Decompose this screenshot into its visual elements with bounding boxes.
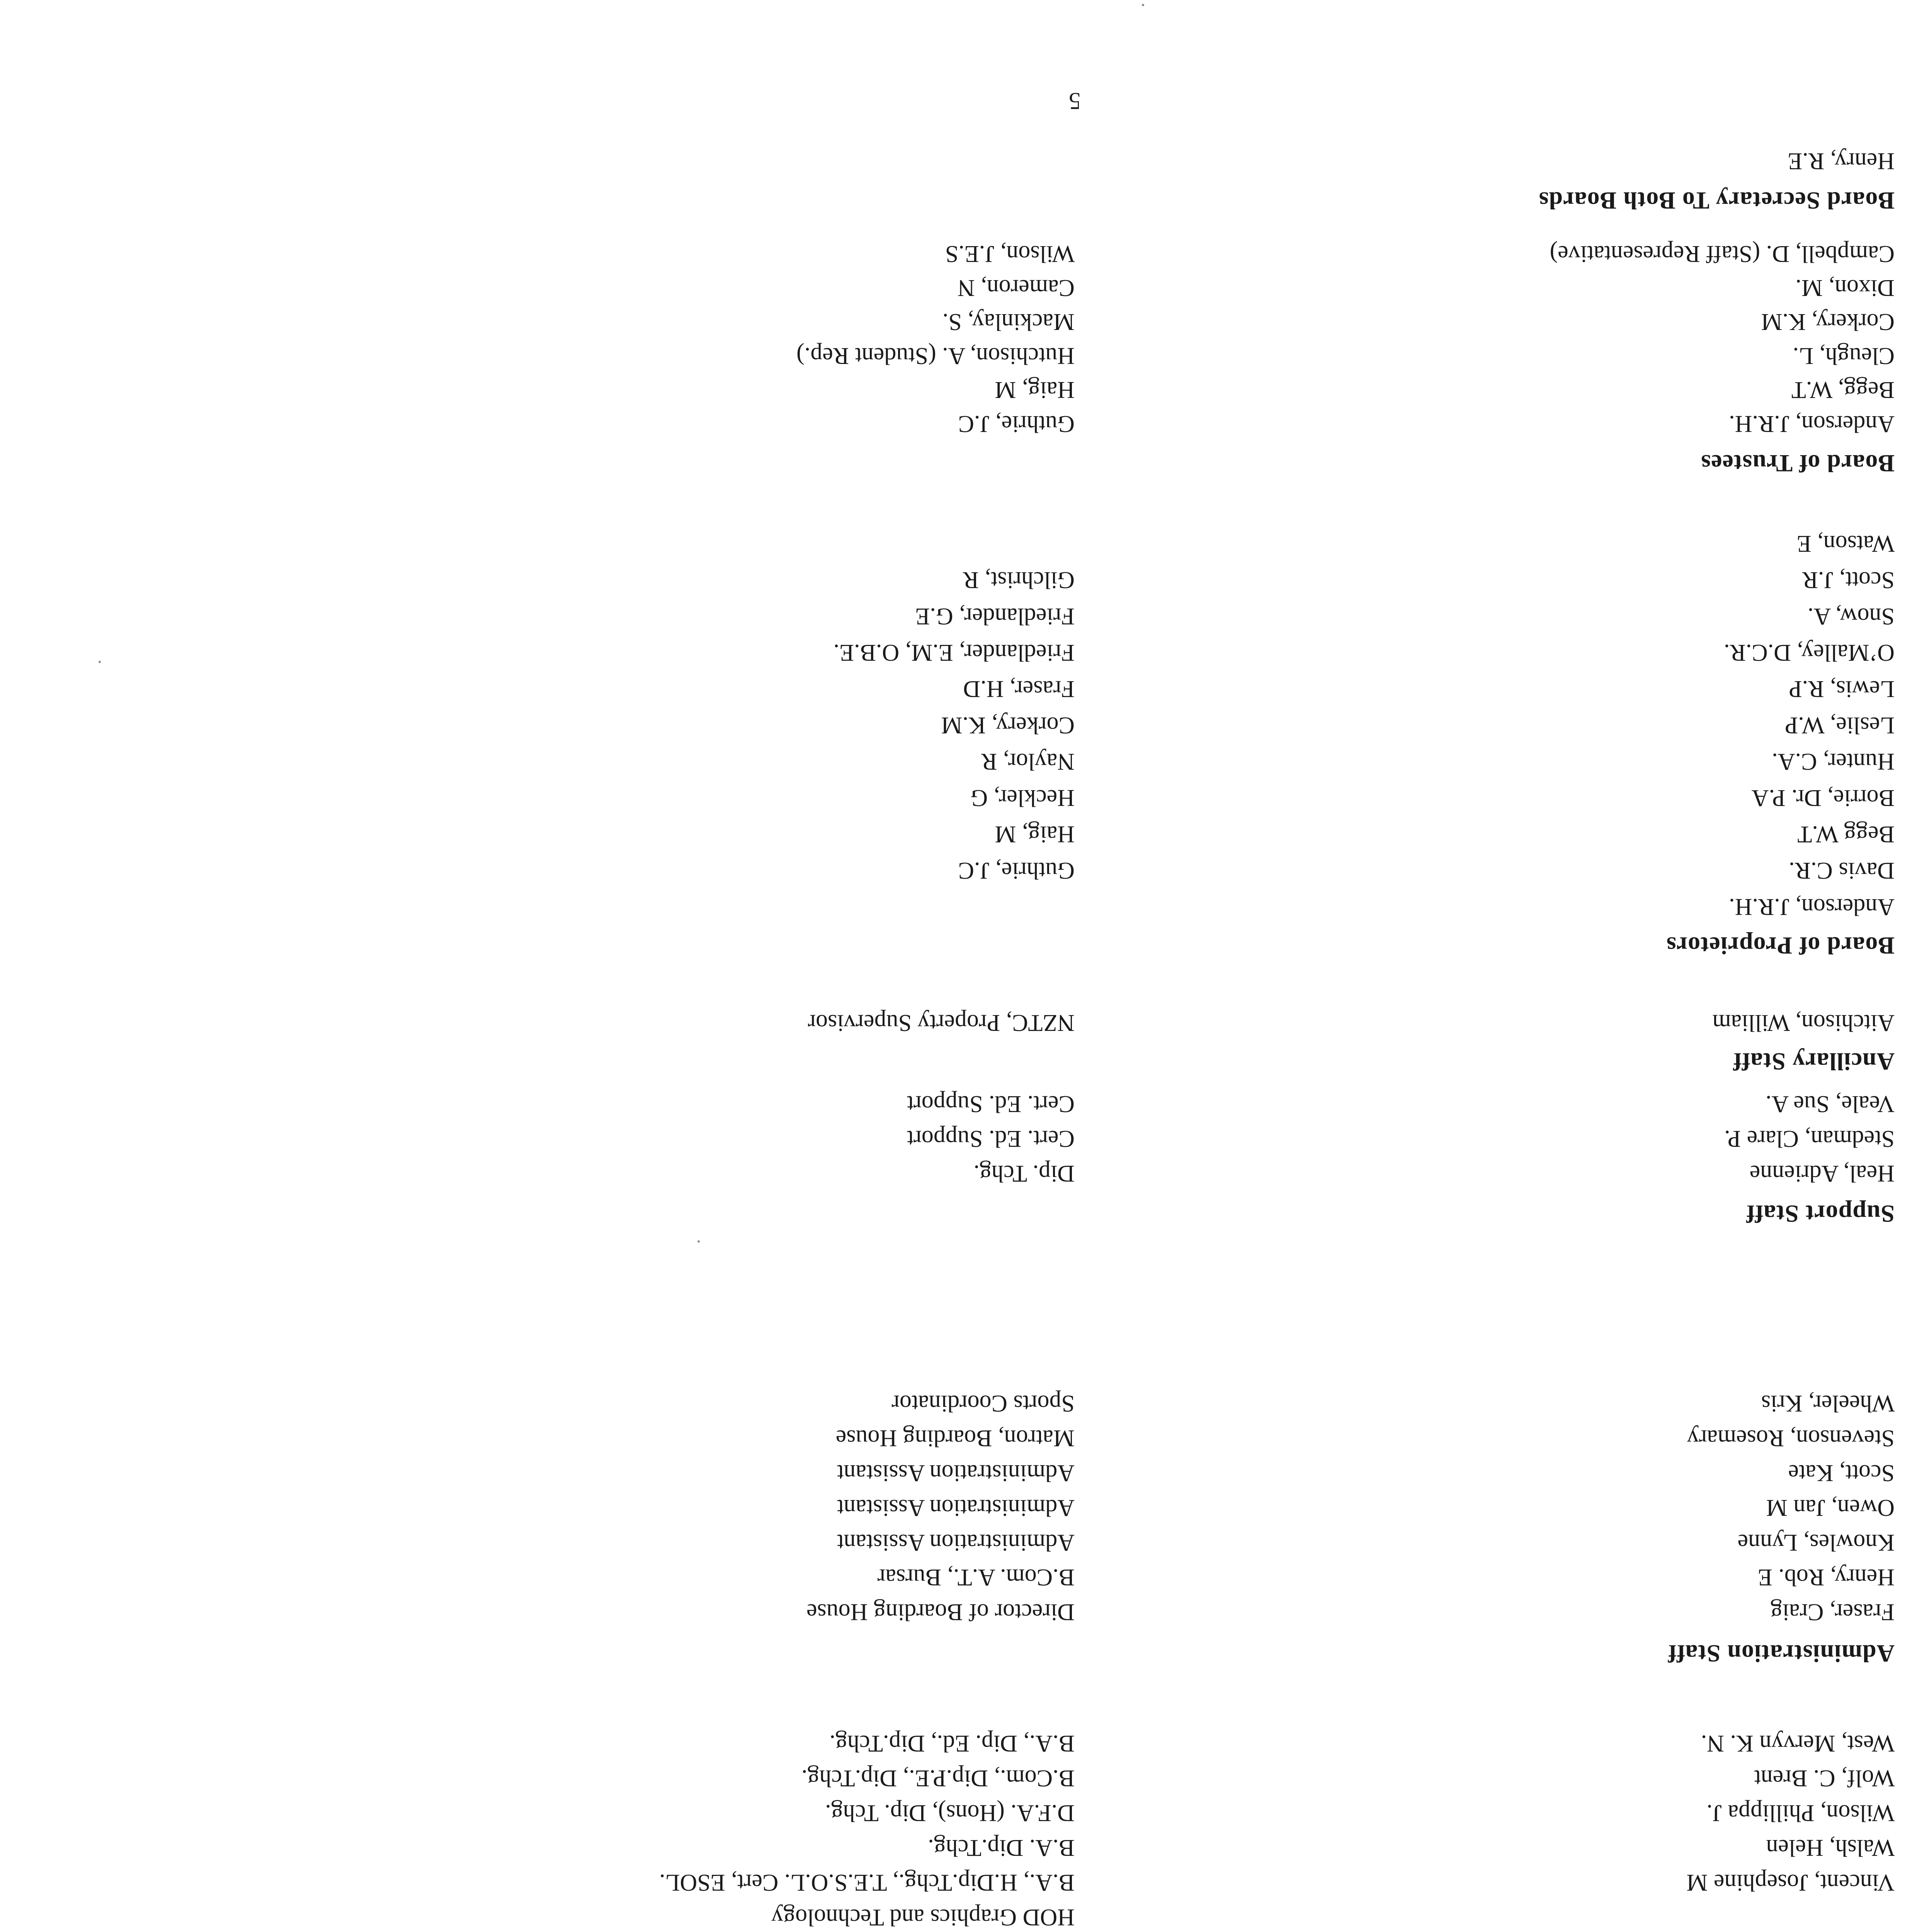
staff-detail: B.A., H.Dip.Tchg., T.E.S.O.L. Cert, ESOL.	[659, 1869, 1075, 1896]
staff-name: Henry, Rob. E	[1757, 1564, 1895, 1590]
staff-name: Watson, E	[1796, 531, 1895, 557]
staff-detail: Friedlander, E.M, O.B.E.	[833, 639, 1075, 666]
staff-row	[0, 373, 1917, 407]
scan-speck	[697, 1240, 700, 1243]
board-of-proprietors-heading: Board of Proprietors	[1666, 932, 1895, 959]
staff-row	[0, 890, 1917, 924]
staff-detail: Sports Coordinator	[891, 1390, 1075, 1417]
board-secretary-heading: Board Secretary To Both Boards	[1538, 187, 1895, 214]
staff-detail: Guthrie, J.C	[958, 411, 1075, 437]
staff-name: O’Malley, D.C.R.	[1724, 639, 1895, 666]
staff-row	[0, 854, 1917, 888]
staff-detail: B.A. Dip.Tchg.	[928, 1835, 1075, 1861]
staff-detail: Cameron, N	[957, 275, 1075, 301]
staff-detail: Corkery, K.M	[941, 712, 1075, 738]
staff-detail: B.A., Dip. Ed., Dip.Tchg.	[829, 1730, 1075, 1757]
staff-row	[0, 599, 1917, 633]
staff-name: Heal, Adrienne	[1749, 1160, 1895, 1187]
staff-name: West, Mervyn K. N.	[1701, 1730, 1895, 1757]
staff-name: Scott, J.R	[1802, 567, 1895, 593]
staff-row	[0, 527, 1917, 561]
staff-row	[0, 563, 1917, 597]
staff-detail: Administration Assistant	[837, 1460, 1075, 1486]
staff-detail: B.Com. A.T., Bursar	[877, 1564, 1075, 1590]
staff-name: Veale, Sue A.	[1765, 1091, 1895, 1117]
staff-detail: Gilchrist, R	[963, 567, 1075, 593]
staff-row	[0, 636, 1917, 670]
staff-row	[0, 1796, 1917, 1830]
staff-detail: Haig, M	[995, 377, 1075, 403]
staff-row	[0, 305, 1917, 339]
staff-row	[0, 407, 1917, 441]
staff-detail: Guthrie, J.C	[958, 857, 1075, 884]
staff-row	[0, 237, 1917, 271]
staff-detail: Hutchison, A. (Student Rep.)	[796, 343, 1075, 369]
staff-row	[0, 817, 1917, 851]
staff-row	[0, 708, 1917, 742]
staff-row	[0, 339, 1917, 373]
staff-detail: Administration Assistant	[837, 1495, 1075, 1521]
staff-detail: NZTC, Property Supervisor	[808, 1010, 1075, 1036]
staff-row	[0, 672, 1917, 706]
staff-row	[0, 1421, 1917, 1455]
staff-detail: Mackinlay, S.	[942, 309, 1075, 335]
staff-row	[0, 1595, 1917, 1629]
page-number: 5	[1069, 88, 1081, 114]
staff-name: Wilson, Phillippa J.	[1706, 1800, 1895, 1826]
staff-name: Scott, Kate	[1788, 1460, 1895, 1486]
staff-row	[0, 1386, 1917, 1420]
staff-detail: Naylor, R	[981, 748, 1075, 775]
staff-name: Davis C.R.	[1789, 857, 1895, 884]
staff-name: Lewis, R.P	[1789, 676, 1895, 702]
staff-detail: Administration Assistant	[837, 1529, 1075, 1556]
staff-name: Begg W.T	[1797, 821, 1895, 847]
staff-name: Anderson, J.R.H.	[1729, 411, 1895, 437]
staff-row	[0, 1156, 1917, 1190]
staff-row	[0, 1526, 1917, 1560]
staff-detail: Director of Boarding House	[806, 1599, 1075, 1625]
administration-staff-heading: Administration Staff	[1667, 1640, 1895, 1667]
scan-speck	[99, 661, 101, 663]
staff-name: Hunter, C.A.	[1772, 748, 1895, 775]
staff-row	[0, 1456, 1917, 1490]
staff-row	[0, 144, 1917, 178]
staff-detail: Cert. Ed. Support	[907, 1126, 1075, 1152]
staff-detail: HOD Graphics and Technology	[771, 1904, 1075, 1930]
ancillary-staff-heading: Ancillary Staff	[1733, 1048, 1895, 1075]
staff-name: Knowles, Lynne	[1737, 1529, 1895, 1556]
staff-name: Snow, A.	[1807, 603, 1895, 629]
board-of-trustees-heading: Board of Trustees	[1701, 450, 1895, 477]
support-staff-heading: Support Staff	[1746, 1200, 1895, 1228]
staff-row	[0, 1761, 1917, 1795]
staff-name: Leslie, W.P	[1784, 712, 1895, 738]
staff-name: Stedman, Clare P.	[1724, 1126, 1895, 1152]
staff-row	[0, 1866, 1917, 1900]
staff-name: Anderson, J.R.H.	[1729, 894, 1895, 920]
staff-detail: Fraser, H.D	[963, 676, 1075, 702]
staff-detail: Haig, M	[995, 821, 1075, 847]
staff-detail: Friedlander, G.E	[915, 603, 1075, 629]
staff-row	[0, 271, 1917, 305]
staff-name: Cleugh, L.	[1793, 343, 1895, 369]
staff-row	[0, 781, 1917, 815]
staff-row	[0, 1560, 1917, 1594]
staff-name: Fraser, Craig	[1770, 1599, 1895, 1625]
staff-name: Wheeler, Kris	[1761, 1390, 1895, 1417]
staff-row	[0, 1087, 1917, 1121]
staff-name: Stevenson, Rosemary	[1687, 1425, 1895, 1451]
staff-name: Campbell, D. (Staff Representative)	[1550, 241, 1895, 267]
staff-detail: D.F.A. (Hons), Dip. Tchg.	[825, 1800, 1075, 1826]
staff-name: Borrie, Dr. P.A	[1751, 785, 1895, 811]
staff-name: Henry, R.E	[1788, 148, 1895, 174]
staff-detail: B.Com., Dip.P.E., Dip.Tchg.	[801, 1765, 1075, 1791]
staff-detail: Matron, Boarding House	[835, 1425, 1075, 1451]
staff-detail: Dip. Tchg.	[973, 1160, 1075, 1187]
staff-row	[0, 1006, 1917, 1040]
staff-name: Corkery, K.M	[1761, 309, 1895, 335]
staff-name: Wolf, C. Brent	[1754, 1765, 1895, 1791]
staff-name: Vincent, Josephine M	[1686, 1869, 1895, 1896]
staff-row	[0, 1900, 1917, 1932]
scan-speck	[1142, 4, 1144, 6]
staff-name: Begg, W.T	[1791, 377, 1895, 403]
staff-row	[0, 745, 1917, 779]
staff-name: Dixon, M.	[1795, 275, 1895, 301]
staff-name: Walsh, Helen	[1766, 1835, 1895, 1861]
staff-detail: Cert. Ed. Support	[907, 1091, 1075, 1117]
staff-row	[0, 1831, 1917, 1865]
staff-row	[0, 1491, 1917, 1525]
staff-detail: Heckler, G	[970, 785, 1075, 811]
staff-detail: Wilson, J.E.S	[945, 241, 1075, 267]
staff-name: Owen, Jan M	[1766, 1495, 1895, 1521]
staff-row	[0, 1726, 1917, 1760]
staff-name: Aitchison, William	[1712, 1010, 1895, 1036]
staff-row	[0, 1122, 1917, 1156]
